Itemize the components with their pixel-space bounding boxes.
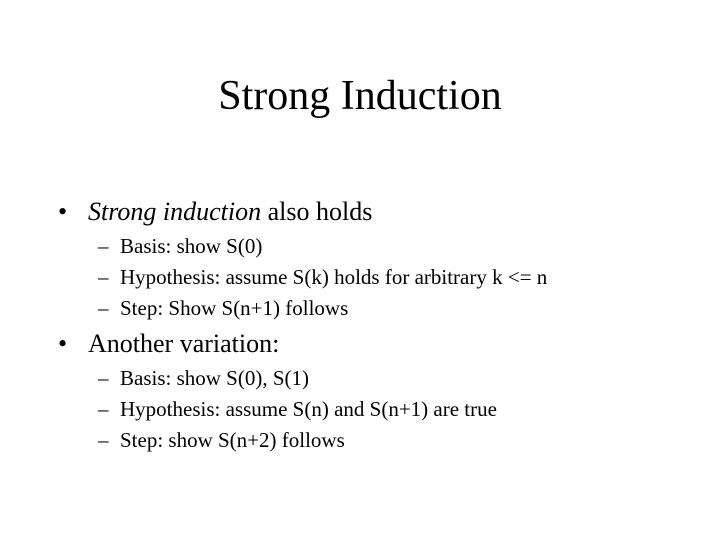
- bullet-text: also holds: [261, 197, 373, 226]
- sub-item-step: [98, 425, 497, 456]
- sub-item-text: Basis: show S(0): [120, 234, 263, 258]
- bullet-emphasis: Strong induction: [88, 197, 262, 226]
- dash-marker: –: [98, 265, 109, 289]
- sub-item-step: [98, 293, 547, 324]
- dash-marker: –: [98, 428, 109, 452]
- sub-item-text: Hypothesis: assume S(n) and S(n+1) are true: [120, 397, 497, 421]
- sub-item-hypothesis: [98, 262, 547, 293]
- sublist-strong-induction: [98, 231, 547, 324]
- dash-marker: –: [98, 234, 109, 258]
- bullet-strong-induction: [58, 196, 372, 228]
- dash-marker: –: [98, 397, 109, 421]
- sub-item-text: Basis: show S(0), S(1): [120, 366, 310, 390]
- sub-item-text: Step: Show S(n+1) follows: [120, 296, 349, 320]
- sub-item-basis: [98, 363, 497, 394]
- dash-marker: –: [98, 366, 109, 390]
- sub-item-text: Hypothesis: assume S(k) holds for arbitrary k <= n: [120, 265, 548, 289]
- sublist-another-variation: [98, 363, 497, 456]
- bullet-text: Another variation:: [88, 329, 280, 358]
- dash-marker: –: [98, 296, 109, 320]
- bullet-another-variation: [58, 328, 279, 360]
- slide-title: Strong Induction: [218, 73, 502, 119]
- bullet-marker: •: [58, 197, 68, 226]
- sub-item-basis: [98, 231, 547, 262]
- sub-item-text: Step: show S(n+2) follows: [120, 428, 345, 452]
- bullet-marker: •: [58, 329, 68, 358]
- sub-item-hypothesis: [98, 394, 497, 425]
